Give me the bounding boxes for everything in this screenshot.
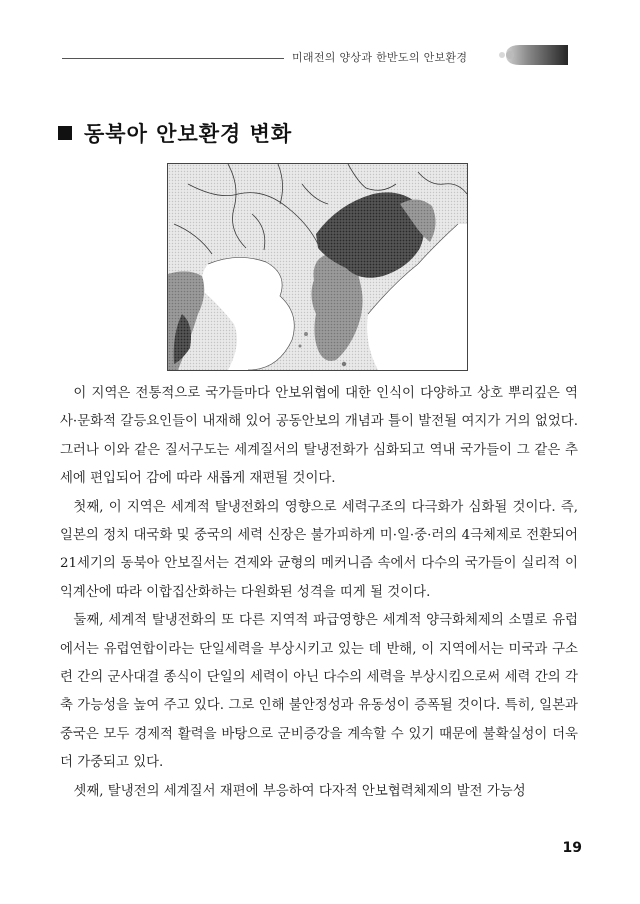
section-heading <box>58 118 292 148</box>
header-rule <box>62 58 284 59</box>
relief-map-icon <box>168 164 467 370</box>
header-tab-icon <box>496 43 568 67</box>
section-heading-text: 동북아 안보환경 변화 <box>84 122 293 146</box>
paragraph-1: 이 지역은 전통적으로 국가들마다 안보위협에 대한 인식이 다양하고 상호 뿌리깊은 역사·문화적 갈등요인들이 내재해 있어 공동안보의 개념과 틀이 발전될 여지가 거의 없었다. 그러나 이와 같은 질서구도는 세계질서의 탈냉전화가 심화되고 역내 국가들이 그 같은 추세에 편입되어 감에 따라 새롭게 재편될 것이다. <box>60 386 578 487</box>
paragraph-4: 셋째, 탈냉전의 세계질서 재편에 부응하여 다자적 안보협력체제의 발전 가능성 <box>73 783 526 799</box>
body-text <box>60 380 578 806</box>
running-header-title: 미래전의 양상과 한반도의 안보환경 <box>292 51 468 64</box>
paragraph-3: 둘째, 세계적 탈냉전화의 또 다른 지역적 파급영향은 세계적 양극화체제의 소멸로 유럽에서는 유럽연합이라는 단일세력을 부상시키고 있는 데 반해, 이 지역에서는 미국과 구소련 간의 군사대결 종식이 단일의 세력이 아닌 다수의 세력을 부상시킴으로써 세력 간의 각축 가능성을 높여 주고 있다. 그로 인해 불안정성과 유동성이 증폭될 것이다. 특히, 일본과 중국은 모두 경제적 활력을 바탕으로 군비증강을 계속할 수 있기 때문에 불확실성이 더욱더 가중되고 있다. <box>60 613 578 771</box>
page-number: 19 <box>562 840 582 856</box>
northeast-asia-map-figure <box>167 163 468 371</box>
heading-square-bullet-icon <box>58 126 72 140</box>
paragraph-2: 첫째, 이 지역은 세계적 탈냉전화의 영향으로 세력구조의 다극화가 심화될 것이다. 즉, 일본의 정치 대국화 및 중국의 세력 신장은 불가피하게 미·일·중·러의 4극체제로 전환되어 21세기의 동북아 안보질서는 견제와 균형의 메커니즘 속에서 다수의 국가들이 실리적 이익계산에 따라 이합집산화하는 다원화된 성격을 띠게 될 것이다. <box>60 499 578 600</box>
